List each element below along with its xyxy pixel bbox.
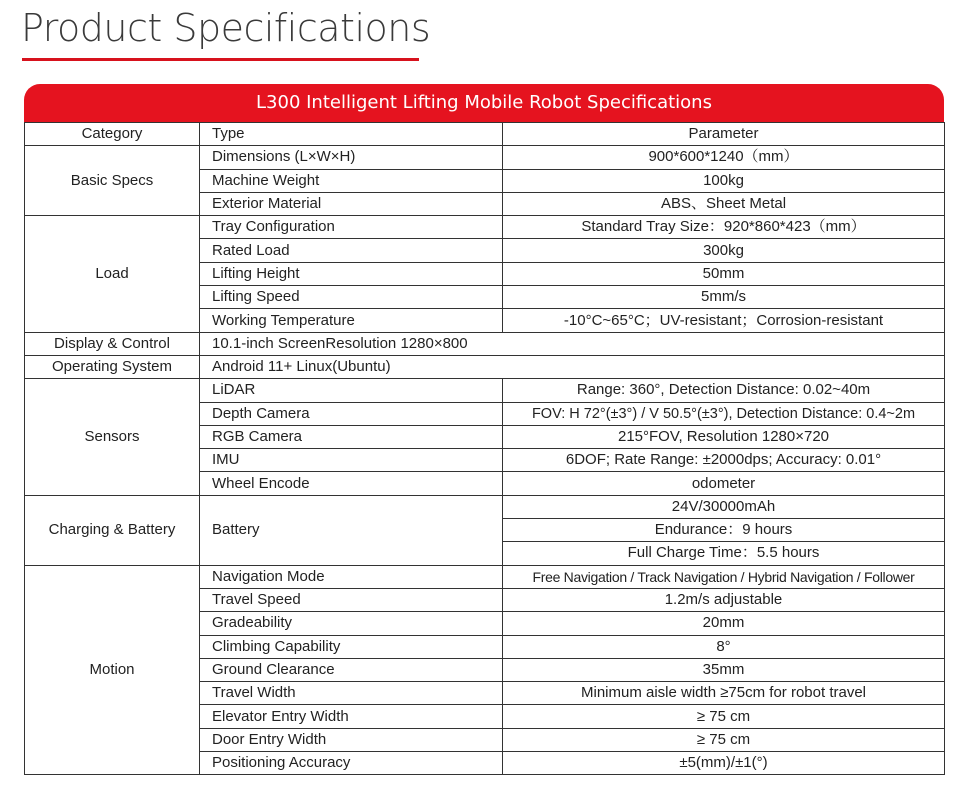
type-cell: Working Temperature — [200, 309, 503, 332]
param-cell: Full Charge Time：5.5 hours — [503, 542, 945, 565]
category-basic-specs: Basic Specs — [25, 146, 200, 216]
type-cell: Gradeability — [200, 612, 503, 635]
param-cell: 20mm — [503, 612, 945, 635]
type-cell: Climbing Capability — [200, 635, 503, 658]
type-cell: Tray Configuration — [200, 216, 503, 239]
header-row — [25, 123, 945, 146]
category-load: Load — [25, 216, 200, 332]
param-cell: Endurance：9 hours — [503, 519, 945, 542]
type-cell: Door Entry Width — [200, 728, 503, 751]
type-cell: Dimensions (L×W×H) — [200, 146, 503, 169]
table-row — [25, 216, 945, 239]
type-cell: Ground Clearance — [200, 658, 503, 681]
param-cell: ≥ 75 cm — [503, 728, 945, 751]
param-cell: ABS、Sheet Metal — [503, 192, 945, 215]
type-cell: IMU — [200, 449, 503, 472]
type-cell: Lifting Height — [200, 262, 503, 285]
param-cell: 100kg — [503, 169, 945, 192]
category-sensors: Sensors — [25, 379, 200, 495]
type-cell: Lifting Speed — [200, 286, 503, 309]
param-cell: 35mm — [503, 658, 945, 681]
type-cell: Travel Speed — [200, 588, 503, 611]
type-cell-battery: Battery — [200, 495, 503, 565]
type-cell: Positioning Accuracy — [200, 752, 503, 775]
spec-grid — [24, 122, 945, 775]
header-parameter: Parameter — [503, 123, 945, 146]
param-cell: 50mm — [503, 262, 945, 285]
param-cell: 8° — [503, 635, 945, 658]
table-row — [25, 355, 945, 378]
param-cell: Range: 360°, Detection Distance: 0.02~40m — [503, 379, 945, 402]
param-cell: -10°C~65°C；UV-resistant；Corrosion-resistant — [503, 309, 945, 332]
param-cell: 1.2m/s adjustable — [503, 588, 945, 611]
spec-table — [24, 84, 944, 775]
type-cell: RGB Camera — [200, 425, 503, 448]
param-cell: Free Navigation / Track Navigation / Hybrid Navigation / Follower — [503, 565, 945, 588]
param-cell: 300kg — [503, 239, 945, 262]
type-cell: Wheel Encode — [200, 472, 503, 495]
param-cell: FOV: H 72°(±3°) / V 50.5°(±3°), Detection Distance: 0.4~2m — [503, 402, 945, 425]
param-cell: 6DOF; Rate Range: ±2000dps; Accuracy: 0.01° — [503, 449, 945, 472]
param-cell: 900*600*1240（mm） — [503, 146, 945, 169]
title-underline — [22, 58, 419, 61]
type-cell: Machine Weight — [200, 169, 503, 192]
table-title: L300 Intelligent Lifting Mobile Robot Specifications — [24, 84, 944, 122]
header-type: Type — [200, 123, 503, 146]
category-operating-system: Operating System — [25, 355, 200, 378]
os-value: Android 11+ Linux(Ubuntu) — [200, 355, 945, 378]
display-value: 10.1-inch ScreenResolution 1280×800 — [200, 332, 945, 355]
param-cell: Minimum aisle width ≥75cm for robot travel — [503, 682, 945, 705]
table-row — [25, 146, 945, 169]
type-cell: Rated Load — [200, 239, 503, 262]
category-charging-battery: Charging & Battery — [25, 495, 200, 565]
category-motion: Motion — [25, 565, 200, 775]
type-cell: LiDAR — [200, 379, 503, 402]
param-cell: ±5(mm)/±1(°) — [503, 752, 945, 775]
header-category: Category — [25, 123, 200, 146]
type-cell: Elevator Entry Width — [200, 705, 503, 728]
param-cell: Standard Tray Size：920*860*423（mm） — [503, 216, 945, 239]
param-cell: 5mm/s — [503, 286, 945, 309]
category-display-control: Display & Control — [25, 332, 200, 355]
table-row — [25, 565, 945, 588]
param-cell: ≥ 75 cm — [503, 705, 945, 728]
table-row — [25, 379, 945, 402]
type-cell: Travel Width — [200, 682, 503, 705]
param-cell: 215°FOV, Resolution 1280×720 — [503, 425, 945, 448]
param-cell: 24V/30000mAh — [503, 495, 945, 518]
page-title: Product Specifications — [21, 6, 431, 50]
type-cell: Navigation Mode — [200, 565, 503, 588]
param-cell: odometer — [503, 472, 945, 495]
table-row — [25, 495, 945, 518]
type-cell: Depth Camera — [200, 402, 503, 425]
type-cell: Exterior Material — [200, 192, 503, 215]
table-row — [25, 332, 945, 355]
